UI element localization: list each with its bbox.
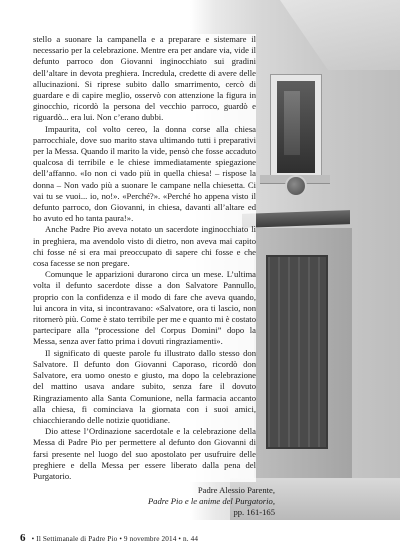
article-paragraph: stello a suonare la campanella e a preparare e sistemare il necessario per la celebrazione. Mentre era per andare via, vide il defunto parroco don Giovanni inginocchiato sui gradini dell’altare in devota preghiera. Incredula, credette di avere delle allucinazioni. Si riprese subito dallo smarrimento, cercò di guardare e di capire meglio, osservò con attenzione la figura in ginocchio, ricordò la persona del vecchio parroco, guardò e riguardò... era lui. Non c’erano dubbi. xyxy=(33,34,256,123)
church-window xyxy=(271,75,321,179)
wooden-door xyxy=(266,255,328,449)
signature-source: Padre Pio e le anime del Purgatorio, xyxy=(147,496,275,506)
article-paragraph: Il significato di queste parole fu illustrato dallo stesso don Salvatore. Il defunto don Giovanni Caporaso, ricordò don Salvatore, era uomo onesto e giusto, ma dopo la celebrazione del mattino usava andare subito, senza fare il dovuto Ringraziamento alla Santa Comunione, nella farmacia accanto alla chiesa, fi cominciava la giornata con i suoi amici, chiacchierando delle notizie quotidiane. xyxy=(33,347,256,425)
signature-pages: pp. 161-165 xyxy=(233,507,275,517)
page-number: 6 xyxy=(20,532,26,544)
article-paragraph: Anche Padre Pio aveva notato un sacerdote inginocchiato lì in preghiera, ma avendolo visto di dietro, non aveva mai capito chi fosse né si era mai preoccupato di sapere chi fosse e che cosa facesse se non pregare. xyxy=(33,224,256,269)
round-plaque xyxy=(287,177,305,195)
article-signature xyxy=(95,485,275,518)
article-paragraph: Impaurita, col volto cereo, la donna corse alla chiesa parrocchiale, dove suo marito stava ultimando tutti i preparativi per la Messa. Quando il marito la vide, pensò che fosse accaduto qualcosa di terribile e le chiese immediatamente spiegazione dell’affanno. «Io non ci vado più in quella chiesa! – rispose la donna – Non vado più a suonare le campane nella chiesetta. Ci vai tu se vuoi... io, no!». «Perché?». «Perché ho appena visto il defunto parroco, don Giovanni, in chiesa, davanti all’altare ed ho avuto ed ho tanta paura!». xyxy=(33,123,256,224)
door-cornice xyxy=(242,210,350,228)
page-footer xyxy=(20,532,380,546)
roof-edge xyxy=(280,0,400,70)
article-paragraph: Comunque le apparizioni durarono circa un mese. L’ultima volta il defunto sacerdote disse a don Salvatore Pannullo, proprio con la confidenza e il modo di fare che aveva quando, lui ancora in vita, si incontravano: «Salvatore, ora ti lascio, non ritornerò più. Come è stato terribile per me e quanto mi è costato partecipare alla “processione del Corpus Domini” dopo la Messa, senza aver fatto prima i dovuti ringraziamenti». xyxy=(33,269,256,347)
article-body xyxy=(33,34,256,482)
signature-author: Padre Alessio Parente, xyxy=(197,485,275,495)
footer-publication: • Il Settimanale di Padre Pio • 9 novembre 2014 • n. 44 xyxy=(31,535,199,543)
article-paragraph: Dio attese l’Ordinazione sacerdotale e la celebrazione della Messa di Padre Pio per permettere al defunto don Giovanni di farsi presente nel luogo del suo apostolato per usufruire delle preghiere e della Messa per essere liberato dalla pena del Purgatorio. xyxy=(33,426,256,481)
